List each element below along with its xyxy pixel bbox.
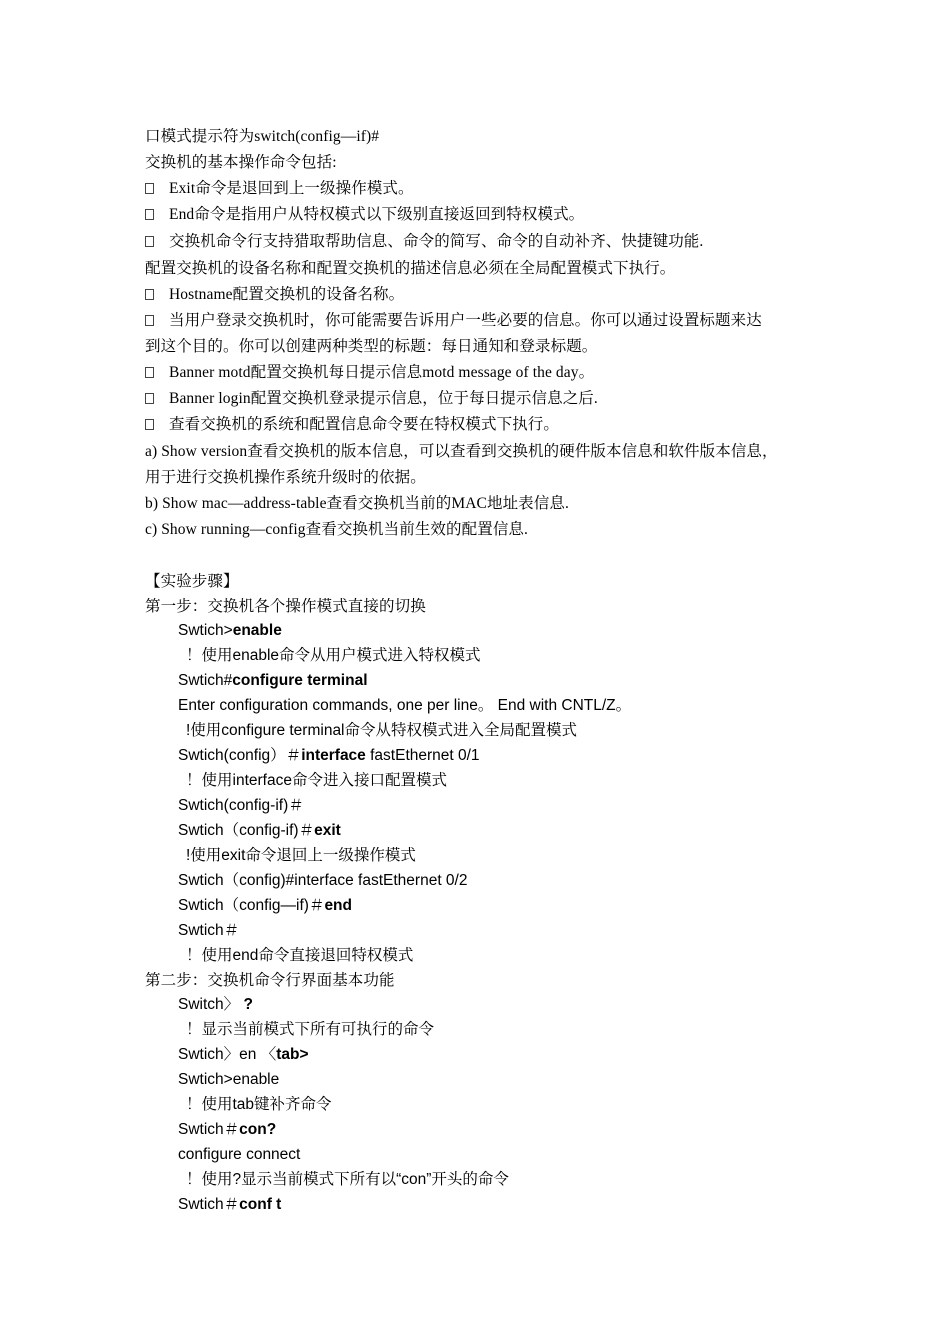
command-line: Swtich>enable xyxy=(178,622,282,639)
bullet-item: End命令是指用户从特权模式以下级别直接返回到特权模式。 xyxy=(145,202,584,228)
step-title: 第二步：交换机命令行界面基本功能 xyxy=(145,972,395,989)
text-line: a) Show version查看交换机的版本信息，可以查看到交换机的硬件版本信息和软件版本信息， xyxy=(145,443,778,460)
command-line: Switch〉 ? xyxy=(178,996,253,1013)
command-line: Swtich(config-if)＃ xyxy=(178,797,304,814)
comment-line: ！使用interface命令进入接口配置模式 xyxy=(186,772,447,789)
text-line: b) Show mac—address-table查看交换机当前的MAC地址表信息. xyxy=(145,495,569,512)
comment-line: ！使用tab键补齐命令 xyxy=(186,1096,332,1113)
bullet-icon xyxy=(145,289,154,300)
bullet-item: Exit命令是退回到上一级操作模式。 xyxy=(145,176,414,202)
bullet-item: Hostname配置交换机的设备名称。 xyxy=(145,282,404,308)
command-line: Swtich（config)#interface fastEthernet 0/2 xyxy=(178,872,468,889)
bullet-item: 交换机命令行支持猎取帮助信息、命令的简写、命令的自动补齐、快捷键功能. xyxy=(145,229,703,255)
text-line: 交换机的基本操作命令包括: xyxy=(145,154,337,171)
comment-line: !使用configure terminal命令从特权模式进入全局配置模式 xyxy=(186,722,578,739)
text-line: 配置交换机的设备名称和配置交换机的描述信息必须在全局配置模式下执行。 xyxy=(145,260,676,277)
bullet-icon xyxy=(145,209,154,220)
text-line: 口模式提示符为switch(config—if)# xyxy=(145,128,380,145)
bullet-item: Banner login配置交换机登录提示信息，位于每日提示信息之后. xyxy=(145,386,598,412)
bullet-icon xyxy=(145,183,154,194)
command-line: Swtich（config—if)＃end xyxy=(178,897,352,914)
text-line: 用于进行交换机操作系统升级时的依据。 xyxy=(145,469,426,486)
comment-line: !使用exit命令退回上一级操作模式 xyxy=(186,847,416,864)
bullet-icon xyxy=(145,393,154,404)
bullet-item: 当用户登录交换机时，你可能需要告诉用户一些必要的信息。你可以通过设置标题来达 xyxy=(145,308,762,334)
step-title: 第一步：交换机各个操作模式直接的切换 xyxy=(145,598,426,615)
command-line: Swtich〉en 〈tab> xyxy=(178,1046,309,1063)
output-line: configure connect xyxy=(178,1146,301,1163)
comment-line: ！使用end命令直接退回特权模式 xyxy=(186,947,414,964)
comment-line: ！显示当前模式下所有可执行的命令 xyxy=(186,1021,435,1038)
text-line: 到这个目的。你可以创建两种类型的标题：每日通知和登录标题。 xyxy=(145,338,598,355)
bullet-icon xyxy=(145,236,154,247)
bullet-icon xyxy=(145,419,154,430)
command-line: Swtich#configure terminal xyxy=(178,672,368,689)
bullet-item: 查看交换机的系统和配置信息命令要在特权模式下执行。 xyxy=(145,412,559,438)
comment-line: ！使用?显示当前模式下所有以“con”开头的命令 xyxy=(186,1171,509,1188)
bullet-icon xyxy=(145,315,154,326)
text-line: c) Show running—config查看交换机当前生效的配置信息. xyxy=(145,521,528,538)
command-line: Swtich（config-if)＃exit xyxy=(178,822,341,839)
comment-line: ！使用enable命令从用户模式进入特权模式 xyxy=(186,647,481,664)
output-line: Enter configuration commands, one per line。 End with CNTL/Z。 xyxy=(178,697,632,714)
command-line: Swtich＃con? xyxy=(178,1121,277,1138)
command-line: Swtich＃conf t xyxy=(178,1196,282,1213)
command-line: Swtich＃ xyxy=(178,922,240,939)
bullet-icon xyxy=(145,367,154,378)
section-heading: 【实验步骤】 xyxy=(145,573,239,590)
command-line: Swtich(config）＃interface fastEthernet 0/1 xyxy=(178,747,480,764)
command-line: Swtich>enable xyxy=(178,1071,280,1088)
bullet-item: Banner motd配置交换机每日提示信息motd message of the day。 xyxy=(145,360,594,386)
